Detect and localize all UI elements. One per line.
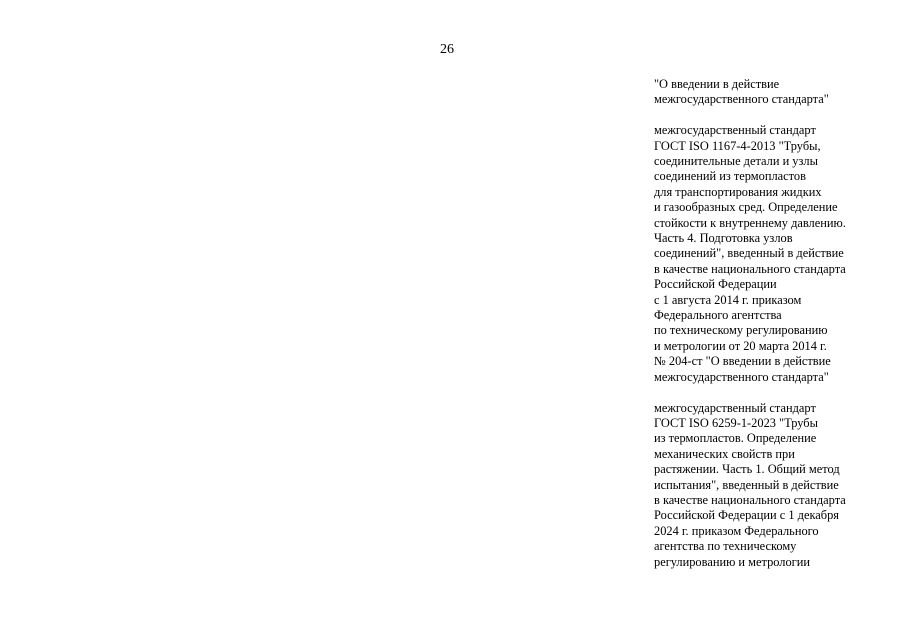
text-line: соединений из термопластов [654,169,806,184]
text-line: соединений", введенный в действие [654,246,844,261]
paragraph-gost-iso-1167-4-2013 [654,123,902,385]
text-line: № 204-ст "О введении в действие [654,354,831,369]
text-line: межгосударственного стандарта" [654,92,829,107]
text-line: и газообразных сред. Определение [654,200,838,215]
text-line: стойкости к внутреннему давлению. [654,215,846,230]
text-line: в качестве национального стандарта [654,492,846,507]
text-line: межгосударственный стандарт [654,400,816,415]
text-line: межгосударственного стандарта" [654,369,829,384]
text-line: в качестве национального стандарта [654,261,846,276]
paragraph-gost-iso-6259-1-2023 [654,401,902,570]
page-number: 26 [440,42,454,57]
text-line: с 1 августа 2014 г. приказом [654,292,802,307]
text-line: Часть 4. Подготовка узлов [654,231,793,246]
paragraph-introduction-title-continuation [654,77,902,108]
text-line: механических свойств при [654,446,795,461]
text-line: соединительные детали и узлы [654,154,818,169]
text-line: 2024 г. приказом Федерального [654,523,819,538]
text-line: межгосударственный стандарт [654,123,816,138]
text-line: для транспортирования жидких [654,184,822,199]
text-line: растяжении. Часть 1. Общий метод [654,462,840,477]
text-line: ГОСТ ISO 1167-4-2013 "Трубы, [654,138,821,153]
text-line: по техническому регулированию [654,323,828,338]
text-line: Российской Федерации [654,277,777,292]
text-line: регулированию и метрологии [654,554,811,569]
text-line: агентства по техническому [654,539,797,554]
text-line: и метрологии от 20 марта 2014 г. [654,338,827,353]
document-text-column [654,77,902,570]
text-line: Российской Федерации с 1 декабря [654,508,839,523]
text-line: из термопластов. Определение [654,431,817,446]
text-line: Федерального агентства [654,308,782,323]
text-line: испытания", введенный в действие [654,477,839,492]
text-line: ГОСТ ISO 6259-1-2023 "Трубы [654,415,818,430]
text-line: "О введении в действие [654,77,780,91]
